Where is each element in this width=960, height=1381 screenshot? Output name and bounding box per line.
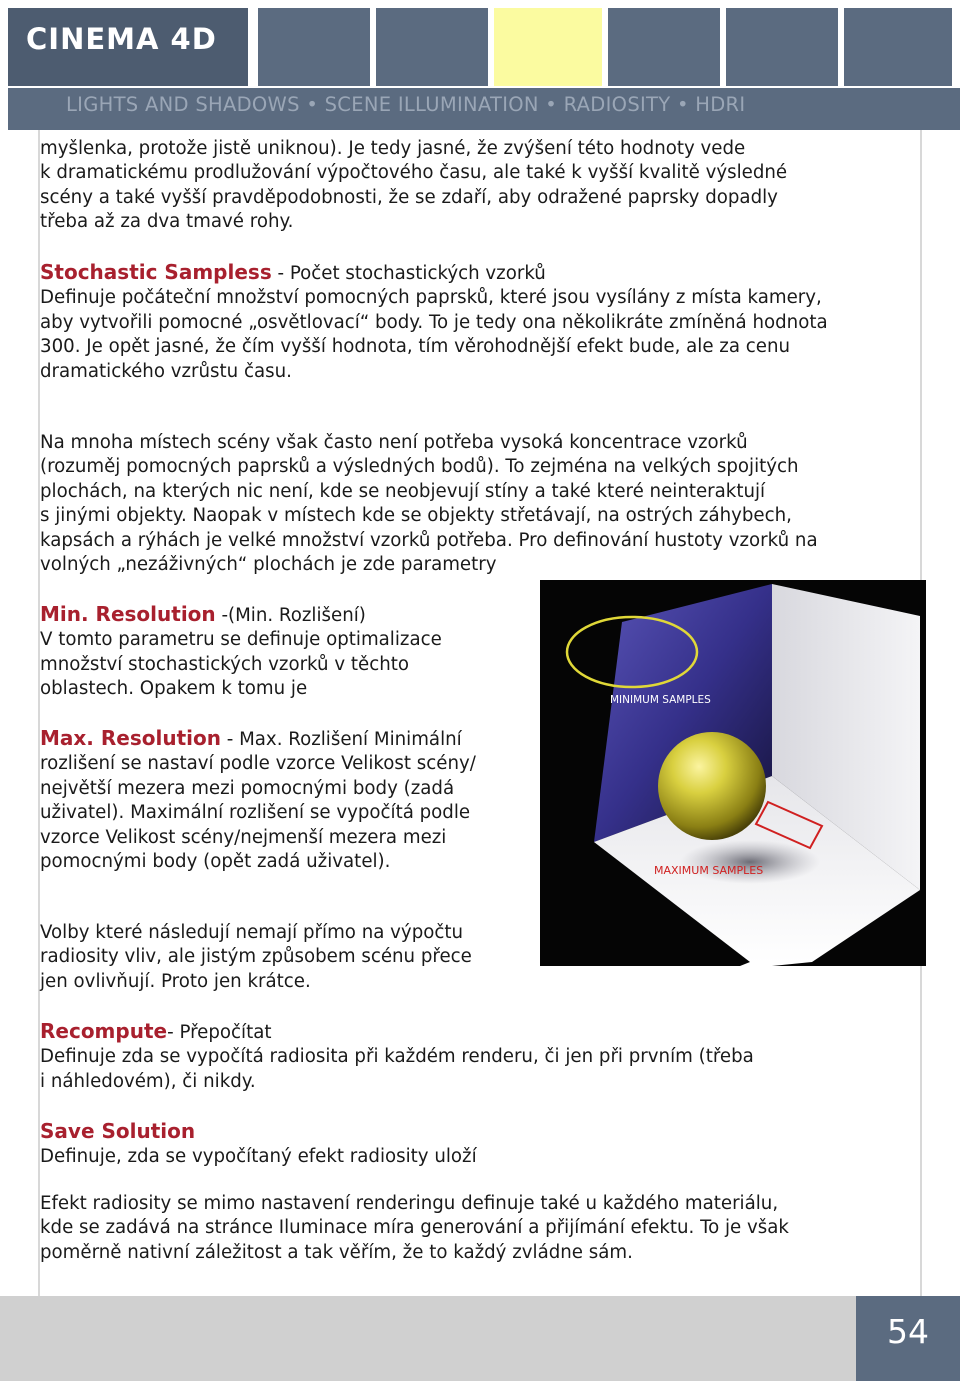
samples-paragraph bbox=[40, 431, 818, 577]
intro-paragraph bbox=[40, 137, 787, 235]
header-tab-3 bbox=[608, 8, 720, 86]
text-line: vzorce Velikost scény/nejmenší mezera mezi bbox=[40, 826, 447, 848]
render-illustration bbox=[540, 580, 926, 966]
header-tab-5 bbox=[844, 8, 952, 86]
text-line: největší mezera mezi pomocnými body (zadá bbox=[40, 777, 455, 799]
text-line: Efekt radiosity se mimo nastavení renderingu definuje také u každého materiálu, bbox=[40, 1193, 779, 1214]
save-solution-term: Save Solution bbox=[40, 1119, 196, 1143]
text-line: poměrně nativní záležitost a tak věřím, že to každý zvládne sám. bbox=[40, 1241, 633, 1263]
stochastic-section bbox=[40, 260, 828, 384]
app-title: CINEMA 4D bbox=[26, 22, 217, 56]
min-resolution-suffix: -(Min. Rozlišení) bbox=[215, 605, 366, 626]
max-resolution-suffix: - Max. Rozlišení Minimální bbox=[220, 729, 462, 750]
text-line: jen ovlivňují. Proto jen krátce. bbox=[40, 970, 311, 992]
text-line: radiosity vliv, ale jistým způsobem scénu přece bbox=[40, 946, 472, 968]
recompute-heading bbox=[40, 1019, 754, 1045]
max-resolution-section bbox=[40, 726, 476, 874]
text-line: kapsách a rýhách je velké množství vzorků potřeba. Pro definování hustoty vzorků na bbox=[40, 529, 818, 551]
chapter-subtitle: LIGHTS AND SHADOWS • SCENE ILLUMINATION • RADIOSITY • HDRI bbox=[66, 93, 746, 116]
radiosity-render-image bbox=[540, 580, 926, 966]
text-line: dramatického vzrůstu času. bbox=[40, 360, 292, 382]
text-line: Definuje, zda se vypočítaný efekt radiosity uloží bbox=[40, 1146, 477, 1168]
text-line: k dramatickému prodlužování výpočtového času, ale také k vyšší kvalitě výsledné bbox=[40, 162, 788, 184]
footer-bar bbox=[0, 1296, 960, 1381]
text-line: oblastech. Opakem k tomu je bbox=[40, 678, 308, 700]
options-paragraph bbox=[40, 921, 472, 994]
minimum-samples-label: MINIMUM SAMPLES bbox=[610, 694, 711, 706]
header-tab-highlight bbox=[494, 8, 602, 86]
max-resolution-term: Max. Resolution bbox=[40, 726, 221, 750]
text-line: Definuje zda se vypočítá radiosita při každém renderu, či jen při prvním (třeba bbox=[40, 1046, 754, 1068]
header-tab-1 bbox=[258, 8, 370, 86]
stochastic-term: Stochastic Sampless bbox=[40, 260, 272, 284]
save-solution-section bbox=[40, 1119, 477, 1170]
text-line: scény a také vyšší pravděpodobnosti, že se zdaří, aby odražené paprsky dopadly bbox=[40, 186, 778, 208]
text-line: aby vytvořili pomocné „osvětlovací“ body. To je tedy ona několikráte zmíněná hodnota bbox=[40, 311, 828, 333]
sphere-shadow bbox=[680, 840, 820, 884]
header-tab-4 bbox=[726, 8, 838, 86]
text-line: pomocnými body (opět zadá uživatel). bbox=[40, 851, 391, 873]
text-line: volných „nezáživných“ plochách je zde parametry bbox=[40, 554, 497, 576]
min-resolution-term: Min. Resolution bbox=[40, 602, 216, 626]
text-line: kde se zadává na stránce Iluminace míra generování a přijímání efektu. To je však bbox=[40, 1217, 789, 1239]
recompute-section bbox=[40, 1019, 754, 1094]
stochastic-suffix: - Počet stochastických vzorků bbox=[271, 263, 546, 284]
text-line: rozlišení se nastaví podle vzorce Velikost scény/ bbox=[40, 753, 476, 775]
recompute-suffix: - Přepočítat bbox=[167, 1022, 272, 1043]
yellow-sphere bbox=[658, 732, 766, 840]
text-line: Definuje počáteční množství pomocných paprsků, které jsou vysílány z místa kamery, bbox=[40, 287, 822, 309]
text-line: třeba až za dva tmavé rohy. bbox=[40, 211, 294, 233]
text-line: plochách, na kterých nic není, kde se neobjevují stíny a také které neinteraktují bbox=[40, 480, 766, 502]
stochastic-heading bbox=[40, 260, 828, 286]
text-line: myšlenka, protože jistě uniknou). Je tedy jasné, že zvýšení této hodnoty vede bbox=[40, 138, 746, 159]
text-line: množství stochastických vzorků v těchto bbox=[40, 653, 409, 675]
save-solution-heading bbox=[40, 1119, 477, 1145]
text-line: uživatel). Maximální rozlišení se vypočítá podle bbox=[40, 802, 471, 824]
text-line: s jinými objekty. Naopak v místech kde se objekty střetávají, na ostrých záhybech, bbox=[40, 505, 792, 527]
closing-paragraph bbox=[40, 1192, 789, 1265]
text-line: 300. Je opět jasné, že čím vyšší hodnota, tím věrohodnější efekt bude, ale za cenu bbox=[40, 336, 791, 358]
min-resolution-heading bbox=[40, 602, 442, 628]
maximum-samples-label: MAXIMUM SAMPLES bbox=[654, 864, 764, 877]
recompute-term: Recompute bbox=[40, 1019, 168, 1043]
header-tab-2 bbox=[376, 8, 488, 86]
text-line: V tomto parametru se definuje optimalizace bbox=[40, 629, 442, 651]
text-line: i náhledovém), či nikdy. bbox=[40, 1070, 256, 1092]
text-line: Volby které následují nemají přímo na výpočtu bbox=[40, 922, 464, 943]
max-resolution-heading bbox=[40, 726, 476, 752]
text-line: (rozuměj pomocných paprsků a výsledných bodů). To zejména na velkých spojitých bbox=[40, 456, 799, 478]
min-resolution-section bbox=[40, 602, 442, 702]
text-line: Na mnoha místech scény však často není potřeba vysoká koncentrace vzorků bbox=[40, 432, 748, 453]
page-number: 54 bbox=[887, 1312, 929, 1351]
